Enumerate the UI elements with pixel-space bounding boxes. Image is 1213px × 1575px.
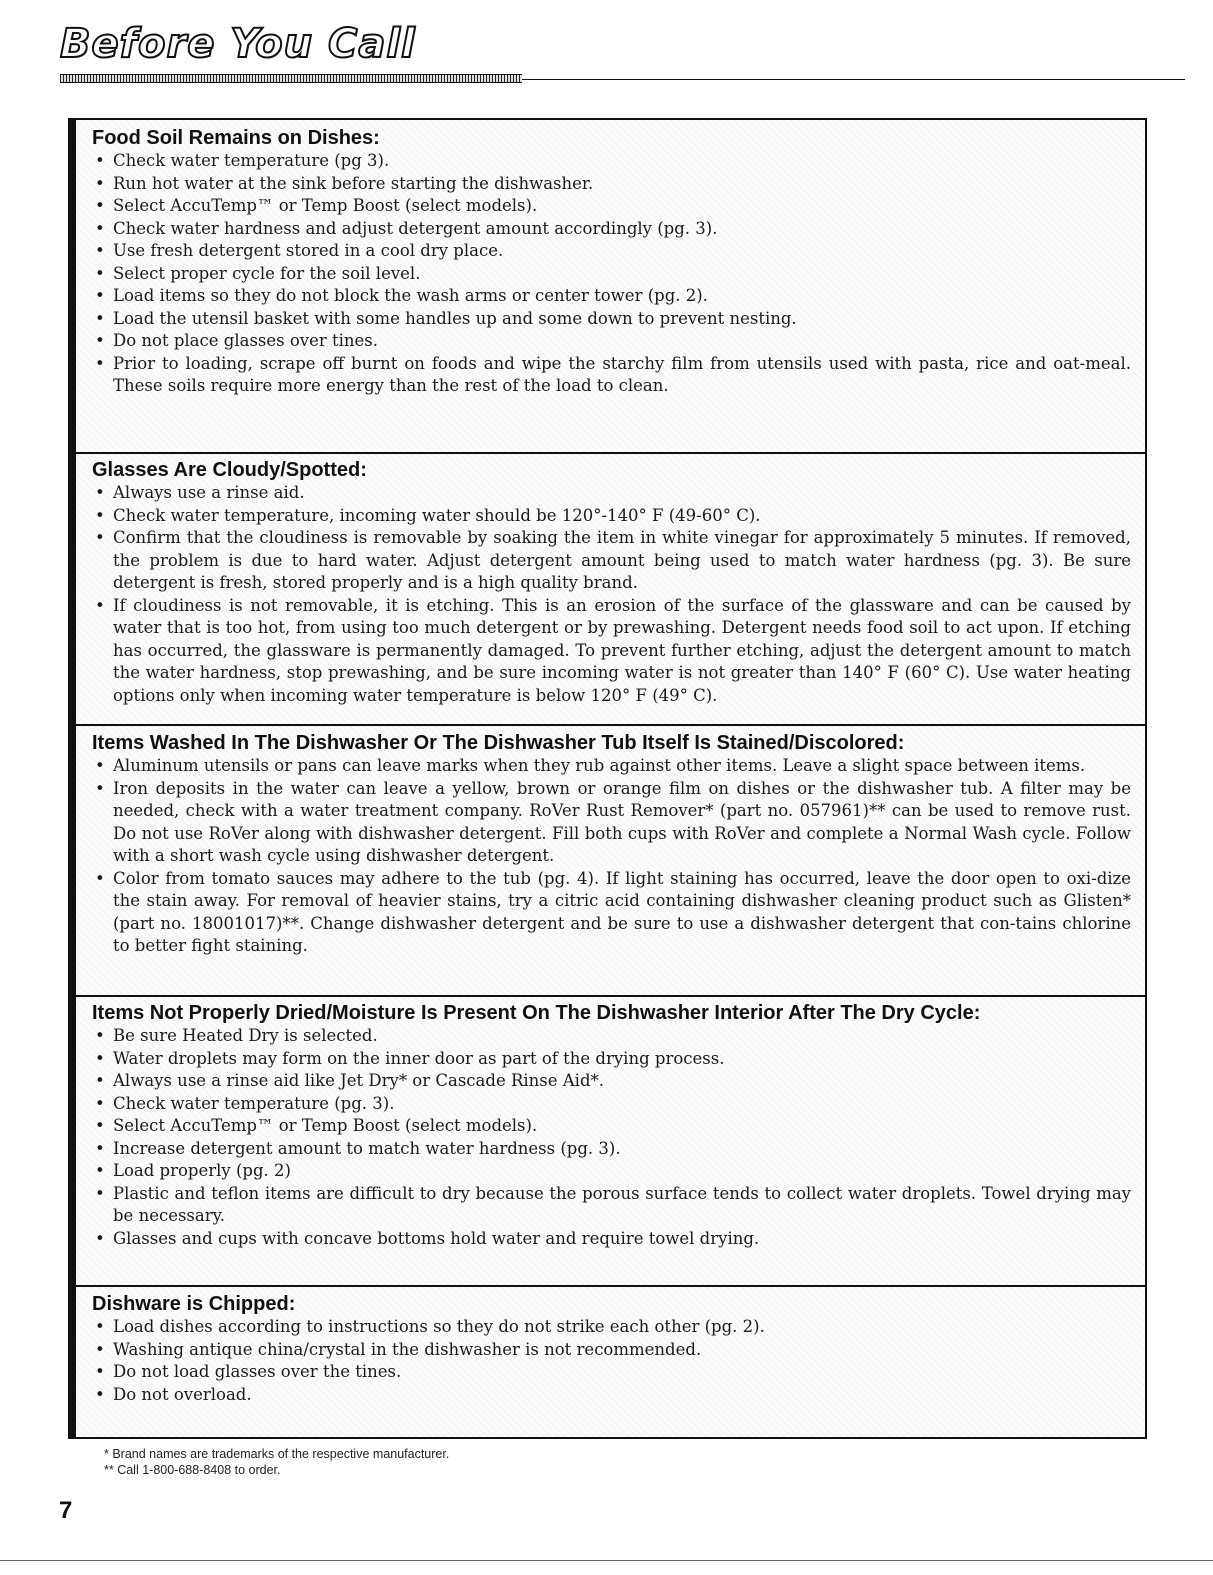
list-item [92, 1093, 1131, 1116]
bullet: • [95, 778, 105, 798]
item-text: Always use a rinse aid. [113, 483, 305, 502]
troubleshooting-box [68, 118, 1147, 1439]
bullet: • [95, 286, 105, 305]
item-list [76, 150, 1145, 398]
section-divider [70, 1285, 1145, 1287]
bullet: • [95, 1384, 105, 1404]
item-text: Iron deposits in the water can leave a yellow, brown or orange film on dishes or the dishwasher tub. A filter may be needed, check with a water treatment company. RoVer Rust Remover* (part no. 057961)** can be used to remove rust. Do not use RoVer along with dishwasher detergent. Fill both cups with RoVer and complete a Normal Wash cycle. Follow with a short wash cycle using dishwasher detergent. [113, 778, 1131, 865]
title-rule-hatch [60, 74, 522, 83]
bullet: • [95, 308, 105, 328]
list-item [92, 1183, 1131, 1228]
item-text: Water droplets may form on the inner door as part of the drying process. [113, 1048, 725, 1068]
section-divider [70, 724, 1145, 726]
section-food-soil [76, 126, 1145, 398]
list-item [92, 1138, 1131, 1161]
bullet: • [95, 756, 105, 775]
item-text: Always use a rinse aid like Jet Dry* or Cascade Rinse Aid*. [113, 1071, 605, 1090]
item-text: Check water hardness and adjust detergent amount accordingly (pg. 3). [113, 218, 718, 238]
bullet: • [95, 1048, 105, 1068]
item-text: Load items so they do not block the wash arms or center tower (pg. 2). [113, 286, 708, 305]
list-item [92, 240, 1131, 263]
bullet: • [95, 1026, 105, 1045]
item-text: Check water temperature, incoming water should be 120°-140° F (49-60° C). [113, 505, 761, 525]
bullet: • [95, 353, 105, 373]
bullet: • [95, 331, 105, 350]
section-heading: Items Washed In The Dishwasher Or The Dishwasher Tub Itself Is Stained/Discolored: [92, 732, 905, 754]
item-text: Plastic and teflon items are difficult to dry because the porous surface tends to collect water droplets. Towel drying may be necessary. [113, 1183, 1131, 1225]
list-item [92, 1048, 1131, 1071]
item-list [76, 1316, 1145, 1406]
list-item [92, 263, 1131, 286]
list-item [92, 868, 1131, 958]
list-item [92, 778, 1131, 868]
bullet: • [95, 196, 105, 215]
list-item [92, 330, 1131, 353]
list-item [92, 595, 1131, 708]
bullet: • [95, 218, 105, 238]
item-text: Load properly (pg. 2) [113, 1161, 291, 1180]
section-divider [70, 452, 1145, 454]
bullet: • [95, 1339, 105, 1359]
bullet: • [95, 483, 105, 502]
section-stained [76, 731, 1145, 958]
item-text: Check water temperature (pg 3). [113, 151, 390, 170]
list-item [92, 1115, 1131, 1138]
item-text: Select proper cycle for the soil level. [113, 263, 421, 283]
title-rule [60, 74, 1185, 84]
item-list [76, 482, 1145, 707]
item-text: If cloudiness is not removable, it is etching. This is an erosion of the surface of the glassware and can be caused by water that is too hot, from using too much detergent or by prewashing. Detergent needs food soil to act upon. If etching has occurred, the glassware is permanently damaged. To prevent further etching, adjust the detergent amount to match the water hardness, stop prewashing, and be sure incoming water is not greater than 140° F (60° C). Use water heating options only when incoming water temperature is below 120° F (49° C). [113, 595, 1131, 705]
item-text: Color from tomato sauces may adhere to the tub (pg. 4). If light staining has occurred, leave the door open to oxi-dize the stain away. For removal of heavier stains, try a citric acid containing dishwasher cleaning product such as Glisten* (part no. 18001017)**. Change dishwasher detergent and be sure to use a dishwasher detergent that con-tains chlorine to better fight staining. [113, 868, 1131, 955]
bullet: • [95, 151, 105, 170]
list-item [92, 1339, 1131, 1362]
bullet: • [95, 868, 105, 888]
list-item [92, 1316, 1131, 1339]
item-text: Do not load glasses over the tines. [113, 1362, 402, 1381]
bullet: • [95, 1071, 105, 1090]
section-not-dried [76, 1001, 1145, 1250]
bullet: • [95, 263, 105, 283]
list-item [92, 1070, 1131, 1093]
item-text: Do not overload. [113, 1384, 252, 1404]
list-item [92, 218, 1131, 241]
section-heading: Items Not Properly Dried/Moisture Is Present On The Dishwasher Interior After The Dry Cycle: [92, 1002, 981, 1024]
item-text: Prior to loading, scrape off burnt on foods and wipe the starchy film from utensils used with pasta, rice and oat-meal. These soils require more energy than the rest of the load to clean. [113, 353, 1131, 395]
list-item [92, 285, 1131, 308]
bullet: • [95, 173, 105, 193]
bullet: • [95, 528, 105, 547]
section-chipped [76, 1292, 1145, 1406]
section-heading: Glasses Are Cloudy/Spotted: [92, 459, 367, 481]
item-text: Use fresh detergent stored in a cool dry place. [113, 241, 504, 260]
section-divider [70, 995, 1145, 997]
footnote-order-phone: ** Call 1-800-688-8408 to order. [104, 1463, 281, 1477]
page-title: Before You Call [60, 21, 416, 67]
list-item [92, 482, 1131, 505]
item-text: Do not place glasses over tines. [113, 331, 379, 350]
item-text: Load the utensil basket with some handles up and some down to prevent nesting. [113, 308, 797, 328]
item-text: Increase detergent amount to match water hardness (pg. 3). [113, 1138, 621, 1158]
page-header [60, 21, 1185, 67]
list-item [92, 505, 1131, 528]
bullet: • [95, 1317, 105, 1336]
item-text: Load dishes according to instructions so they do not strike each other (pg. 2). [113, 1317, 765, 1336]
list-item [92, 1160, 1131, 1183]
footnote-trademark: * Brand names are trademarks of the respective manufacturer. [104, 1447, 450, 1461]
bullet: • [95, 1116, 105, 1135]
bullet: • [95, 241, 105, 260]
list-item [92, 527, 1131, 595]
item-list [76, 755, 1145, 958]
list-item [92, 150, 1131, 173]
list-item [92, 755, 1131, 778]
list-item [92, 173, 1131, 196]
list-item [92, 1025, 1131, 1048]
section-heading: Food Soil Remains on Dishes: [92, 127, 380, 149]
list-item [92, 353, 1131, 398]
bullet: • [95, 1161, 105, 1180]
title-rule-line [522, 79, 1185, 80]
bullet: • [95, 1093, 105, 1113]
list-item [92, 308, 1131, 331]
item-text: Select AccuTemp™ or Temp Boost (select models). [113, 1116, 538, 1135]
section-heading: Dishware is Chipped: [92, 1293, 296, 1315]
item-text: Select AccuTemp™ or Temp Boost (select models). [113, 196, 538, 215]
bullet: • [95, 1362, 105, 1381]
item-text: Washing antique china/crystal in the dishwasher is not recommended. [113, 1339, 702, 1359]
item-text: Glasses and cups with concave bottoms hold water and require towel drying. [113, 1228, 760, 1248]
list-item [92, 1384, 1131, 1407]
bullet: • [95, 1228, 105, 1248]
item-text: Run hot water at the sink before starting the dishwasher. [113, 173, 594, 193]
section-glasses-cloudy [76, 458, 1145, 707]
list-item [92, 1228, 1131, 1251]
page-number: 7 [59, 1497, 73, 1524]
footnotes [104, 1446, 449, 1478]
bullet: • [95, 595, 105, 615]
item-text: Confirm that the cloudiness is removable by soaking the item in white vinegar for approximately 5 minutes. If removed, the problem is due to hard water. Adjust detergent amount being used to match water hardness (pg. 3). Be sure detergent is fresh, stored properly and is a high quality brand. [113, 528, 1131, 592]
item-text: Be sure Heated Dry is selected. [113, 1026, 378, 1045]
item-list [76, 1025, 1145, 1250]
list-item [92, 1361, 1131, 1384]
list-item [92, 195, 1131, 218]
item-text: Aluminum utensils or pans can leave marks when they rub against other items. Leave a slight space between items. [113, 756, 1086, 775]
bullet: • [95, 1183, 105, 1203]
bullet: • [95, 1138, 105, 1158]
bullet: • [95, 505, 105, 525]
item-text: Check water temperature (pg. 3). [113, 1093, 395, 1113]
bottom-rule [0, 1560, 1213, 1561]
